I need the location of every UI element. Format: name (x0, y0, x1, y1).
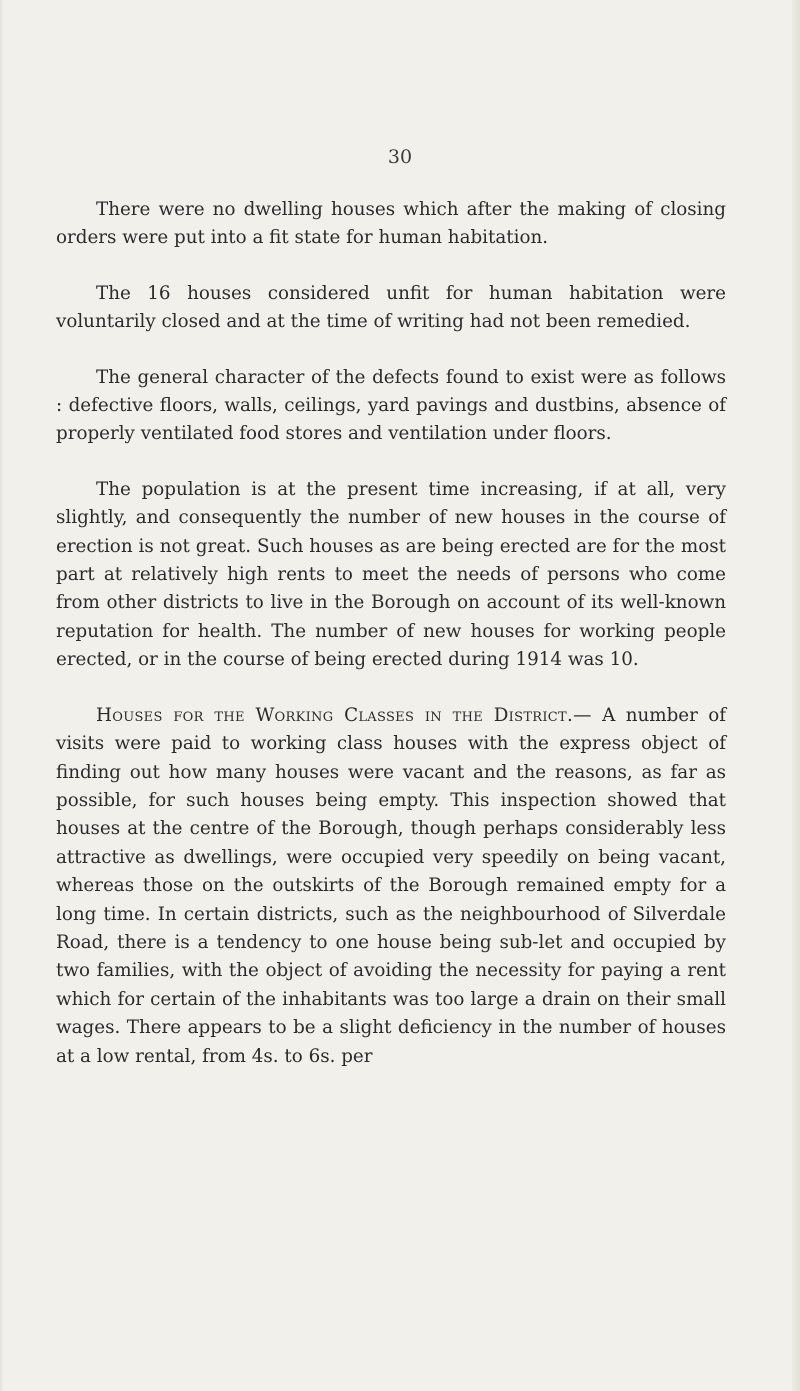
page-edge-left (0, 0, 4, 1391)
paragraph-working-classes (56, 702, 726, 1071)
page-body (56, 196, 726, 1098)
paragraph-closing-orders: There were no dwelling houses which after the making of closing orders were put into a fit state for human habitation. (56, 199, 726, 249)
paragraph-working-classes-body: A number of visits were paid to working class houses with the express object of finding out how many houses were vacant and the reasons, as far as possible, for such houses being empty. This inspection showed that houses at the centre of the Borough, though perhaps considerably less attractive as dwellings, were occupied very speedily on being vacant, whereas those on the outskirts of the Borough remained empty for a long time. In certain districts, such as the neighbourhood of Silverdale Road, there is a tendency to one house being sub-let and occupied by two families, with the object of avoiding the necessity for paying a rent which for certain of the inhabitants was too large a drain on their small wages. There appears to be a slight deficiency in the number of houses at a low rental, from 4s. to 6s. per (56, 704, 726, 1067)
paragraph-population: The population is at the present time increasing, if at all, very slightly, and consequently the number of new houses in the course of erection is not great. Such houses as are being erected are for the most part at relatively high rents to meet the needs of persons who come from other districts to live in the Borough on account of its well-known reputation for health. The number of new houses for working people erected, or in the course of being erected during 1914 was 10. (56, 478, 726, 671)
section-heading-working-classes: Houses for the Working Classes in the District.— (96, 704, 592, 726)
paragraph-defects: The general character of the defects found to exist were as follows : defective floors, walls, ceilings, yard pavings and dustbins, absence of properly ventilated food stores and ventilation under floors. (56, 366, 726, 445)
page-edge-right (792, 0, 800, 1391)
page-number: 30 (387, 146, 413, 168)
paragraph-unfit-houses: The 16 houses considered unfit for human habitation were voluntarily closed and at the time of writing had not been remedied. (56, 282, 726, 333)
